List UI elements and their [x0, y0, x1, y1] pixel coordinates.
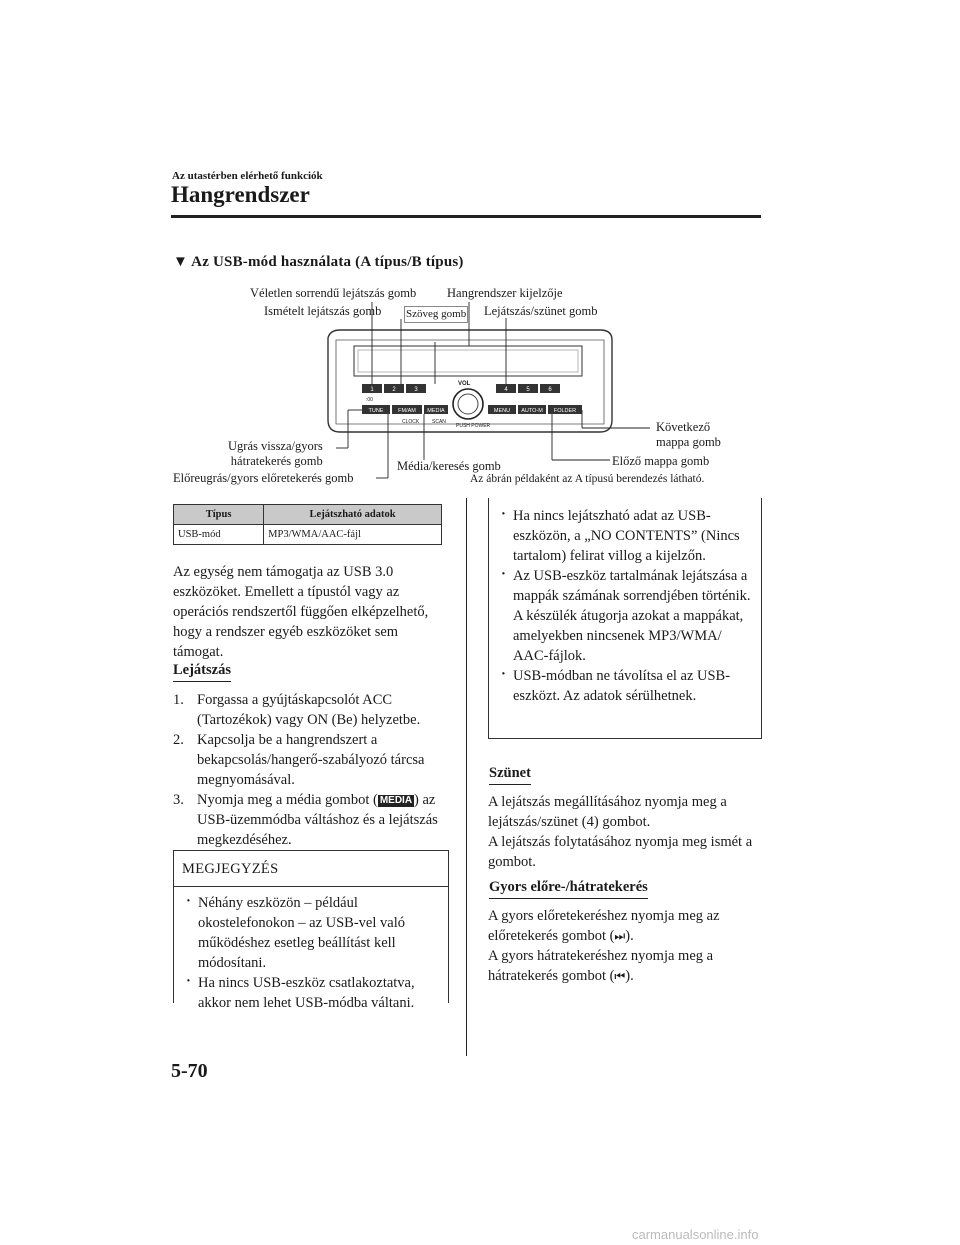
svg-text:FM/AM: FM/AM	[398, 408, 416, 414]
svg-text:5: 5	[526, 387, 530, 393]
svg-text:4: 4	[504, 387, 508, 393]
list-item: 1. Forgassa a gyújtáskapcsolót ACC (Tartozékok) vagy ON (Be) helyzetbe.	[173, 692, 421, 728]
list-item: 3. Nyomja meg a média gombot ( MEDIA ) az USB-üzemmódba váltáshoz és a lejátszás megkezdéséhez.	[173, 792, 438, 848]
section-label: Az utastérben elérhető funkciók	[172, 170, 323, 182]
fast-forward-icon: ⏭	[614, 929, 626, 943]
svg-text:TUNE: TUNE	[368, 408, 384, 414]
svg-text:6: 6	[548, 387, 552, 393]
fast-forward-paragraph: A gyors előretekeréshez nyomja meg az előretekerés gombot (⏭).	[488, 908, 720, 944]
display-callout: Hangrendszer kijelzője	[447, 286, 563, 300]
svg-text:CLOCK: CLOCK	[402, 419, 420, 425]
pause-paragraph-2: A lejátszás folytatásához nyomja meg ismét a gombot.	[488, 834, 753, 870]
svg-text:FOLDER: FOLDER	[553, 408, 577, 414]
skip-forward-callout: Előreugrás/gyors előretekerés gomb	[173, 471, 354, 485]
svg-text:3: 3	[414, 387, 418, 393]
note-box-right	[488, 498, 762, 739]
text-button-callout: Szöveg gomb	[404, 306, 468, 323]
svg-text:VOL: VOL	[458, 381, 471, 387]
svg-text:2: 2	[392, 387, 396, 393]
pause-heading: Szünet	[489, 765, 531, 785]
note-title: MEGJEGYZÉS	[174, 851, 448, 887]
section-heading: ▼ Az USB-mód használata (A típus/B típus)	[173, 254, 464, 270]
rewind-paragraph: A gyors hátratekeréshez nyomja meg a hátratekerés gombot (⏮).	[488, 948, 714, 984]
svg-text:1: 1	[370, 387, 374, 393]
svg-text:AUTO-M: AUTO-M	[521, 408, 543, 414]
list-item: · Ha nincs lejátszható adat az USB-eszközön, a „NO CONTENTS” (Nincs tartalom) felirat villog a kijelzőn.	[499, 506, 753, 566]
pause-paragraph-1: A lejátszás megállításához nyomja meg a lejátszás/szünet (4) gombot.	[488, 794, 727, 830]
column-divider	[466, 498, 467, 1056]
rewind-icon: ⏮	[614, 969, 626, 983]
page-number: 5-70	[171, 1060, 208, 1082]
note-box-left	[173, 850, 449, 1011]
playback-steps	[173, 690, 449, 850]
playable-data-table	[173, 504, 442, 545]
next-folder-callout: Következő mappa gomb	[656, 420, 721, 449]
display-window	[354, 346, 582, 376]
svg-text::00: :00	[366, 397, 373, 403]
playback-heading: Lejátszás	[173, 662, 231, 682]
table-row	[174, 525, 442, 545]
repeat-play-callout: Ismételt lejátszás gomb	[264, 304, 382, 318]
list-item: · USB-módban ne távolítsa el az USB-eszközt. Az adatok sérülhetnek.	[499, 666, 753, 706]
play-pause-callout: Lejátszás/szünet gomb	[484, 304, 598, 318]
list-item: · Ha nincs USB-eszköz csatlakoztatva, akkor nem lehet USB-módba váltani.	[184, 973, 440, 1013]
svg-text:MENU: MENU	[493, 408, 511, 414]
list-item: 2. Kapcsolja be a hangrendszert a bekapcsolás/hangerő-szabályozó tárcsa megnyomásával.	[173, 732, 425, 788]
prev-folder-callout: Előző mappa gomb	[612, 454, 710, 468]
page-title: Hangrendszer	[171, 182, 310, 207]
list-item: · Az USB-eszköz tartalmának lejátszása a mappák számának sorrendjében történik. A készülék átugorja azokat a mappákat, amelyekben nincsenek MP3/WMA/ AAC-fájlok.	[499, 566, 753, 666]
table-header-data: Lejátszható adatok	[264, 505, 442, 525]
random-play-callout: Véletlen sorrendű lejátszás gomb	[250, 286, 417, 300]
table-header-type: Típus	[174, 505, 264, 525]
table-cell: MP3/WMA/AAC-fájl	[264, 525, 442, 545]
media-search-callout: Média/keresés gomb	[397, 459, 501, 473]
svg-text:SCAN: SCAN	[432, 419, 446, 425]
media-button-icon: MEDIA	[379, 795, 413, 806]
list-item: · Néhány eszközön – például okostelefonokon – az USB-vel való működéshez esetleg beállítást kell módosítani.	[184, 893, 440, 973]
fast-forward-heading: Gyors előre-/hátratekerés	[489, 879, 648, 899]
diagram-caption: Az ábrán példaként az A típusú berendezés látható.	[470, 473, 705, 485]
svg-text:MEDIA: MEDIA	[427, 408, 445, 414]
watermark: carmanualsonline.info	[632, 1227, 759, 1242]
audio-unit-diagram	[0, 0, 960, 500]
intro-paragraph: Az egység nem támogatja az USB 3.0 eszközöket. Emellett a típustól vagy az operációs rendszertől függően elképzelhető, hogy a rendszer egyéb eszközöket sem támogat.	[173, 564, 429, 660]
svg-text:PUSH POWER: PUSH POWER	[456, 423, 491, 429]
table-cell: USB-mód	[174, 525, 264, 545]
skip-back-callout: Ugrás vissza/gyors hátratekerés gomb	[228, 439, 323, 468]
